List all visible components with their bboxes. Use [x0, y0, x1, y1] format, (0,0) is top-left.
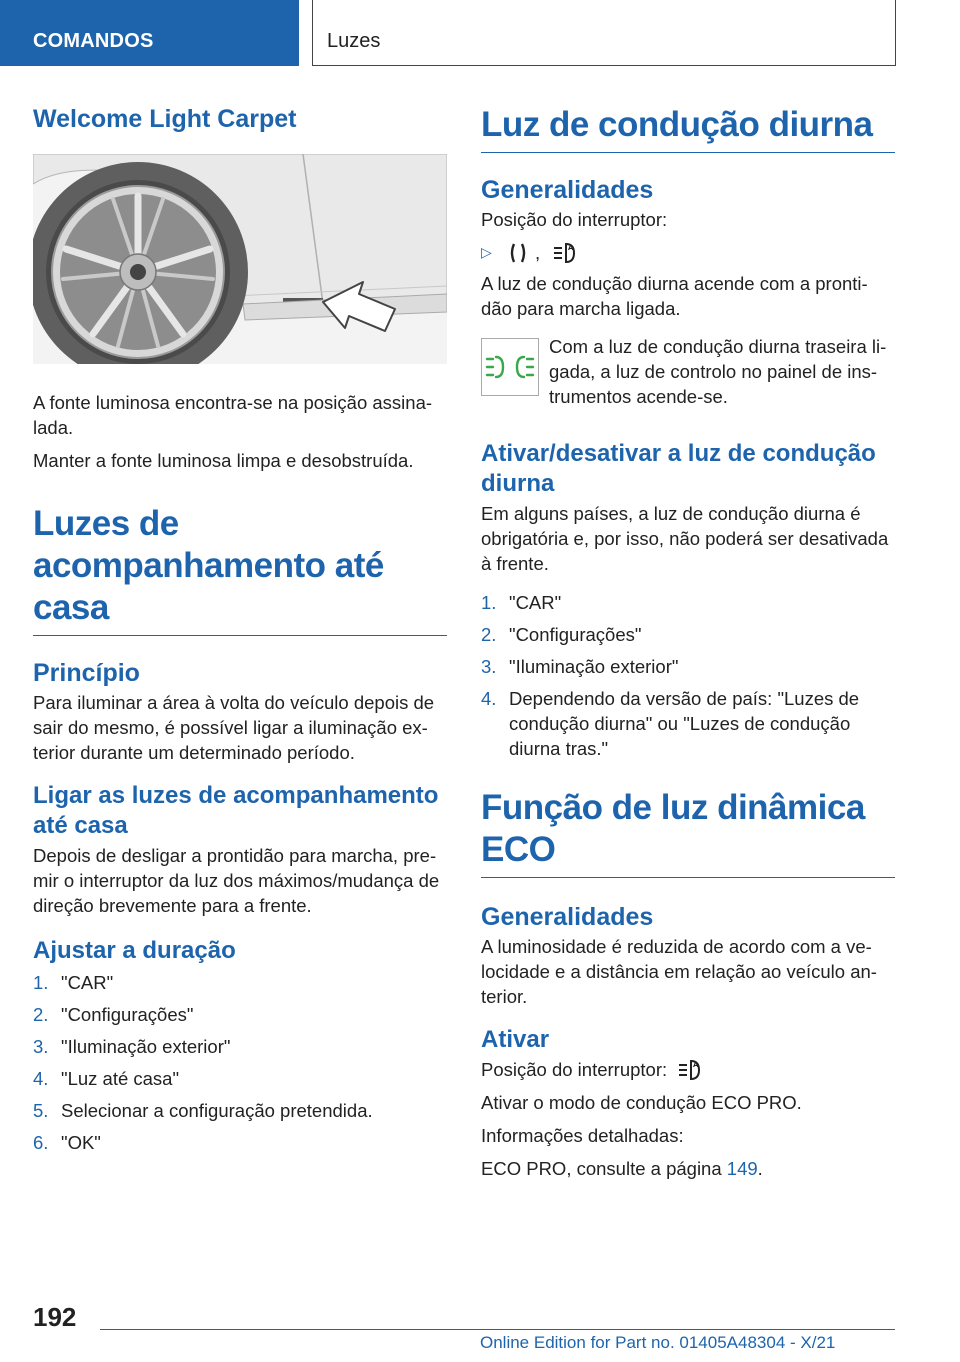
- daytime-steps: [481, 590, 895, 761]
- page-header: [0, 0, 960, 68]
- svg-text:A: A: [568, 243, 574, 252]
- daytime-indicator-note: [481, 334, 895, 409]
- chapter-title: Luzes: [312, 0, 896, 66]
- toggle-daytime-title: Ativar/desativar a luz de condução diurna: [481, 440, 876, 497]
- auto-headlight-icon: [677, 1058, 703, 1082]
- switch-home-lights-title: Ligar as luzes de acompanhamento até casa: [33, 782, 439, 839]
- footer-divider: [100, 1329, 895, 1330]
- duration-steps: [33, 970, 447, 1155]
- eco-activate-text: Ativar o modo de condução ECO PRO.: [481, 1092, 802, 1113]
- eco-general-title: Generalidades: [481, 903, 654, 931]
- eco-reference: ECO PRO, consulte a página 149.: [481, 1158, 763, 1179]
- list-item: 3. "Iluminação exterior": [33, 1036, 231, 1057]
- list-item: 4. Dependendo da versão de país: "Luzes de condução diurna" ou "Luzes de condução diurna tras.": [481, 688, 860, 759]
- footer-edition: Online Edition for Part no. 01405A48304 - X/21: [480, 1333, 836, 1352]
- list-item: 6. "OK": [33, 1132, 101, 1153]
- principle-title: Princípio: [33, 659, 140, 687]
- daytime-running-light-indicator-icon: [485, 352, 535, 382]
- list-item: 3. "Iluminação exterior": [481, 656, 679, 677]
- daytime-indicator-text: Com a luz de condução diurna traseira li-gada, a luz de controlo no painel de ins-trumentos acende-se.: [549, 336, 887, 407]
- list-item: 2. "Configurações": [481, 624, 642, 645]
- left-column: [33, 96, 447, 1162]
- switch-home-lights-text: Depois de desligar a prontidão para marcha, pre-mir o interruptor da luz dos máximos/mudança de direção brevemente para a frente.: [33, 845, 440, 916]
- principle-text: Para iluminar a área à volta do veículo depois de sair do mesmo, é possível ligar a iluminação ex-terior durante um determinado período.: [33, 692, 435, 763]
- daytime-text-1: A luz de condução diurna acende com a pronti-dão para marcha ligada.: [481, 273, 868, 319]
- list-item: 1. "CAR": [33, 972, 114, 993]
- eco-switch-position: Posição do interruptor: A: [481, 1057, 895, 1082]
- welcome-light-title: Welcome Light Carpet: [33, 105, 297, 133]
- toggle-daytime-text: Em alguns países, a luz de condução diurna é obrigatória e, por isso, não poderá ser desativada à frente.: [481, 503, 889, 574]
- page-reference-link[interactable]: 149: [726, 1158, 758, 1179]
- home-lights-title: Luzes de acompanhamento até casa: [33, 503, 447, 636]
- eco-details-label: Informações detalhadas:: [481, 1125, 684, 1146]
- switch-positions-bullet: ▷ , A: [481, 240, 895, 265]
- section-tab: COMANDOS: [0, 0, 299, 66]
- list-item: 4. "Luz até casa": [33, 1068, 180, 1089]
- eco-activate-title: Ativar: [481, 1026, 550, 1053]
- list-item: 2. "Configurações": [33, 1004, 194, 1025]
- welcome-light-text-2: Manter a fonte luminosa limpa e desobstruída.: [33, 450, 414, 471]
- bullet-separator: ,: [535, 242, 541, 263]
- adjust-duration-title: Ajustar a duração: [33, 937, 236, 964]
- light-switch-off-icon: [509, 241, 527, 265]
- daytime-general-title: Generalidades: [481, 176, 654, 204]
- daytime-light-title: Luz de condução diurna: [481, 104, 895, 153]
- list-item: 1. "CAR": [481, 592, 562, 613]
- svg-text:A: A: [693, 1060, 699, 1069]
- list-item: 5. Selecionar a configuração pretendida.: [33, 1100, 373, 1121]
- right-column: [481, 96, 895, 1181]
- welcome-light-text-1: A fonte luminosa encontra-se na posição assina-lada.: [33, 392, 433, 438]
- page-number: 192: [33, 1302, 77, 1332]
- auto-headlight-icon: [552, 241, 578, 265]
- car-wheel-illustration: [33, 154, 447, 364]
- eco-light-title: Função de luz dinâmica ECO: [481, 787, 895, 878]
- eco-general-text: A luminosidade é reduzida de acordo com a ve-locidade e a distância em relação ao veículo an-terior.: [481, 936, 877, 1007]
- daytime-switch-position: Posição do interruptor:: [481, 209, 668, 230]
